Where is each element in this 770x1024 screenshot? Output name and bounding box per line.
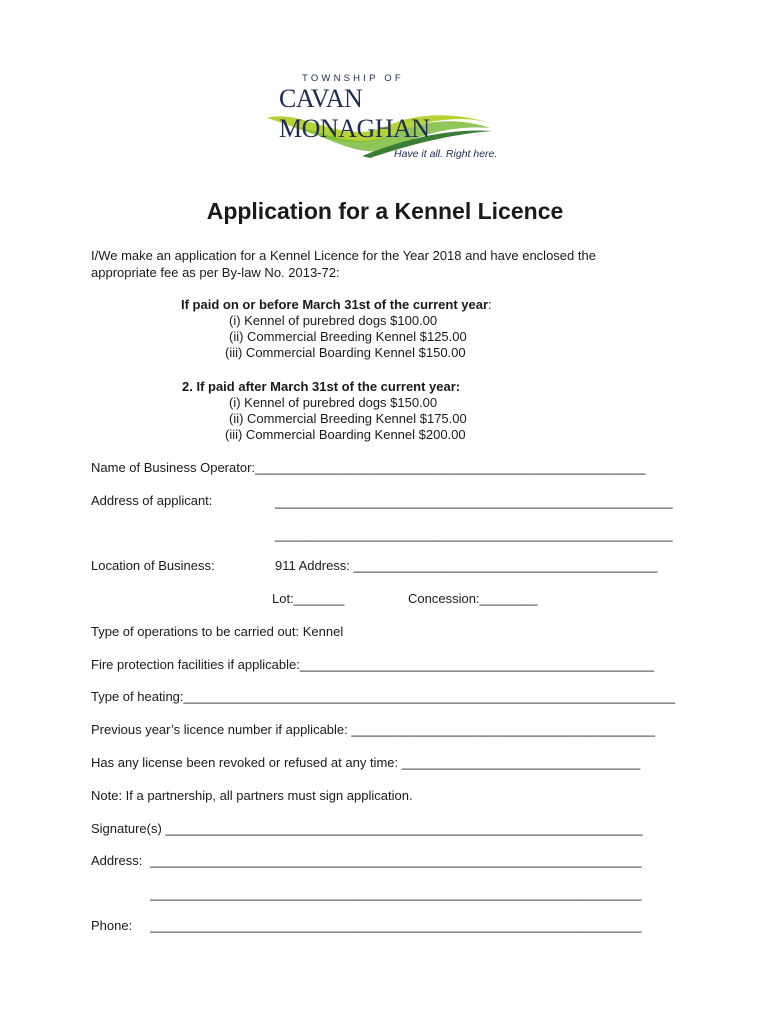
intro-line-1: I/We make an application for a Kennel Licence for the Year 2018 and have enclosed the <box>91 248 596 263</box>
address-line-1[interactable]: ____________________________________________________________________ <box>150 853 642 868</box>
phone-field[interactable]: ____________________________________________________________________ <box>150 918 642 933</box>
fee-after-heading: 2. If paid after March 31st of the current year: <box>182 379 461 394</box>
address-applicant-line-1[interactable]: _______________________________________________________ <box>275 494 673 509</box>
page-title: Application for a Kennel Licence <box>206 198 564 224</box>
fee-before-heading-text: If paid on or before March 31st of the current year <box>181 297 489 312</box>
fee-before-heading-colon: : <box>488 297 492 312</box>
phone-label: Phone: <box>91 918 133 933</box>
address-line-2[interactable]: ____________________________________________________________________ <box>150 886 642 901</box>
logo-name-cavan: CAVAN <box>279 84 363 113</box>
signature-field[interactable]: Signature(s) __________________________________________________________________ <box>91 821 643 836</box>
fee-before-heading <box>181 297 492 312</box>
fire-protection-field[interactable]: Fire protection facilities if applicable:_________________________________________________ <box>91 657 655 672</box>
concession-field[interactable]: Concession:________ <box>408 591 538 606</box>
address-applicant-label: Address of applicant: <box>91 493 213 508</box>
township-logo <box>262 68 512 168</box>
license-revoked-field[interactable]: Has any license been revoked or refused at any time: _________________________________ <box>91 755 641 770</box>
business-operator-field[interactable]: Name of Business Operator:______________________________________________________ <box>91 460 646 475</box>
fee-after-item: (i) Kennel of purebred dogs $150.00 <box>229 395 438 410</box>
previous-licence-field[interactable]: Previous year’s licence number if applicable: __________________________________________ <box>91 722 656 737</box>
logo-name-monaghan: MONAGHAN <box>279 114 430 143</box>
fee-after-item: (iii) Commercial Boarding Kennel $200.00 <box>225 427 466 442</box>
fee-before-item: (ii) Commercial Breeding Kennel $125.00 <box>229 329 467 344</box>
intro-line-2: appropriate fee as per By-law No. 2013-72: <box>91 265 340 280</box>
logo-tagline: Have it all. Right here. <box>394 148 498 160</box>
lot-field[interactable]: Lot:_______ <box>272 591 345 606</box>
logo-name <box>279 84 512 144</box>
operations-type-text: Type of operations to be carried out: Kennel <box>91 624 344 639</box>
logo-township-text: TOWNSHIP OF <box>302 73 404 84</box>
fee-before-item: (iii) Commercial Boarding Kennel $150.00 <box>225 345 466 360</box>
heating-type-field[interactable]: Type of heating:____________________________________________________________________ <box>91 689 676 704</box>
fee-after-item: (ii) Commercial Breeding Kennel $175.00 <box>229 411 467 426</box>
partnership-note: Note: If a partnership, all partners must sign application. <box>91 788 413 803</box>
location-business-label: Location of Business: <box>91 558 215 573</box>
address-applicant-line-2[interactable]: _______________________________________________________ <box>275 527 673 542</box>
address-911-field[interactable]: 911 Address: __________________________________________ <box>275 558 658 573</box>
address-label: Address: <box>91 853 143 868</box>
fee-before-item: (i) Kennel of purebred dogs $100.00 <box>229 313 438 328</box>
